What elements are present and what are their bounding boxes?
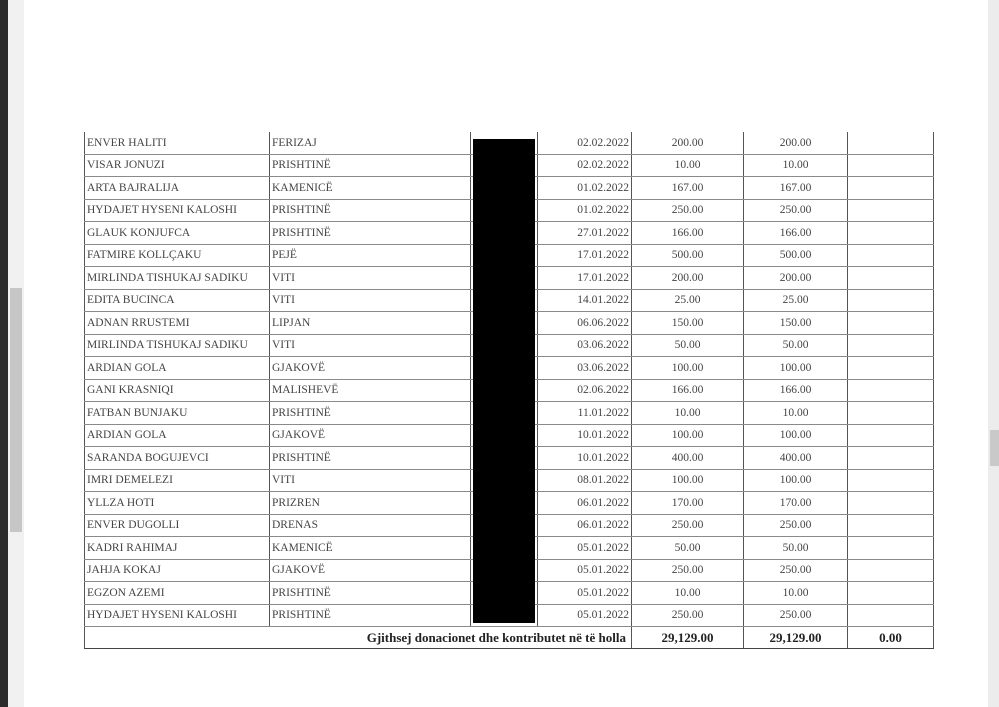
amount-cell: 25.00 <box>632 289 744 312</box>
city-cell: FERIZAJ <box>270 132 471 154</box>
amount-cell: 250.00 <box>632 604 744 627</box>
donor-name: GANI KRASNIQI <box>85 379 270 402</box>
empty-cell <box>848 379 934 402</box>
date-cell: 05.01.2022 <box>538 604 632 627</box>
date-cell: 10.01.2022 <box>538 447 632 470</box>
amount-cell: 100.00 <box>632 357 744 380</box>
empty-cell <box>848 244 934 267</box>
amount-cell: 250.00 <box>632 514 744 537</box>
date-cell: 05.01.2022 <box>538 582 632 605</box>
amount-cell: 250.00 <box>632 559 744 582</box>
donor-name: EGZON AZEMI <box>85 582 270 605</box>
empty-cell <box>848 132 934 154</box>
amount2-cell: 100.00 <box>744 424 848 447</box>
amount2-cell: 400.00 <box>744 447 848 470</box>
empty-cell <box>848 334 934 357</box>
date-cell: 02.06.2022 <box>538 379 632 402</box>
date-cell: 03.06.2022 <box>538 334 632 357</box>
amount2-cell: 10.00 <box>744 402 848 425</box>
empty-cell <box>848 447 934 470</box>
amount-cell: 100.00 <box>632 469 744 492</box>
amount2-cell: 10.00 <box>744 154 848 177</box>
date-cell: 08.01.2022 <box>538 469 632 492</box>
date-cell: 06.01.2022 <box>538 492 632 515</box>
empty-cell <box>848 424 934 447</box>
date-cell: 06.06.2022 <box>538 312 632 335</box>
amount2-cell: 200.00 <box>744 132 848 154</box>
city-cell: VITI <box>270 469 471 492</box>
amount2-cell: 250.00 <box>744 199 848 222</box>
donor-name: GLAUK KONJUFCA <box>85 222 270 245</box>
date-cell: 01.02.2022 <box>538 199 632 222</box>
amount-cell: 50.00 <box>632 537 744 560</box>
viewer-right-edge <box>988 0 999 707</box>
date-cell: 01.02.2022 <box>538 177 632 200</box>
amount2-cell: 100.00 <box>744 357 848 380</box>
amount-cell: 100.00 <box>632 424 744 447</box>
donor-name: ADNAN RRUSTEMI <box>85 312 270 335</box>
empty-cell <box>848 514 934 537</box>
amount2-cell: 50.00 <box>744 537 848 560</box>
city-cell: PRIZREN <box>270 492 471 515</box>
empty-cell <box>848 154 934 177</box>
empty-cell <box>848 402 934 425</box>
city-cell: PRISHTINË <box>270 582 471 605</box>
donor-name: JAHJA KOKAJ <box>85 559 270 582</box>
date-cell: 02.02.2022 <box>538 132 632 154</box>
donor-name: HYDAJET HYSENI KALOSHI <box>85 604 270 627</box>
empty-cell <box>848 559 934 582</box>
date-cell: 14.01.2022 <box>538 289 632 312</box>
donor-name: ARDIAN GOLA <box>85 357 270 380</box>
date-cell: 17.01.2022 <box>538 267 632 290</box>
amount2-cell: 100.00 <box>744 469 848 492</box>
amount2-cell: 170.00 <box>744 492 848 515</box>
donor-name: IMRI DEMELEZI <box>85 469 270 492</box>
amount2-cell: 200.00 <box>744 267 848 290</box>
donor-name: ARTA BAJRALIJA <box>85 177 270 200</box>
empty-cell <box>848 267 934 290</box>
total-amount-3: 0.00 <box>848 627 934 649</box>
amount-cell: 10.00 <box>632 154 744 177</box>
donor-name: YLLZA HOTI <box>85 492 270 515</box>
amount-cell: 150.00 <box>632 312 744 335</box>
donor-name: ENVER HALITI <box>85 132 270 154</box>
amount-cell: 166.00 <box>632 379 744 402</box>
donor-name: SARANDA BOGUJEVCI <box>85 447 270 470</box>
amount-cell: 166.00 <box>632 222 744 245</box>
amount2-cell: 250.00 <box>744 559 848 582</box>
city-cell: PRISHTINË <box>270 154 471 177</box>
total-amount: 29,129.00 <box>632 627 744 649</box>
city-cell: PEJË <box>270 244 471 267</box>
city-cell: VITI <box>270 267 471 290</box>
amount2-cell: 166.00 <box>744 379 848 402</box>
amount-cell: 400.00 <box>632 447 744 470</box>
city-cell: KAMENICË <box>270 177 471 200</box>
redaction-box <box>473 139 535 623</box>
city-cell: PRISHTINË <box>270 199 471 222</box>
date-cell: 06.01.2022 <box>538 514 632 537</box>
empty-cell <box>848 199 934 222</box>
date-cell: 02.02.2022 <box>538 154 632 177</box>
amount-cell: 500.00 <box>632 244 744 267</box>
city-cell: VITI <box>270 334 471 357</box>
amount2-cell: 25.00 <box>744 289 848 312</box>
city-cell: GJAKOVË <box>270 559 471 582</box>
amount-cell: 200.00 <box>632 267 744 290</box>
viewer-left-edge <box>0 0 8 707</box>
city-cell: VITI <box>270 289 471 312</box>
amount2-cell: 166.00 <box>744 222 848 245</box>
donor-name: EDITA BUCINCA <box>85 289 270 312</box>
empty-cell <box>848 469 934 492</box>
city-cell: MALISHEVË <box>270 379 471 402</box>
empty-cell <box>848 177 934 200</box>
amount-cell: 10.00 <box>632 582 744 605</box>
empty-cell <box>848 222 934 245</box>
amount-cell: 50.00 <box>632 334 744 357</box>
amount2-cell: 50.00 <box>744 334 848 357</box>
amount2-cell: 250.00 <box>744 604 848 627</box>
city-cell: GJAKOVË <box>270 357 471 380</box>
donor-name: FATMIRE KOLLÇAKU <box>85 244 270 267</box>
total-amount-2: 29,129.00 <box>744 627 848 649</box>
amount2-cell: 167.00 <box>744 177 848 200</box>
amount-cell: 10.00 <box>632 402 744 425</box>
amount-cell: 250.00 <box>632 199 744 222</box>
donor-name: MIRLINDA TISHUKAJ SADIKU <box>85 334 270 357</box>
empty-cell <box>848 604 934 627</box>
empty-cell <box>848 537 934 560</box>
donor-name: VISAR JONUZI <box>85 154 270 177</box>
amount2-cell: 150.00 <box>744 312 848 335</box>
donor-name: ENVER DUGOLLI <box>85 514 270 537</box>
city-cell: PRISHTINË <box>270 402 471 425</box>
date-cell: 05.01.2022 <box>538 537 632 560</box>
city-cell: GJAKOVË <box>270 424 471 447</box>
date-cell: 03.06.2022 <box>538 357 632 380</box>
date-cell: 05.01.2022 <box>538 559 632 582</box>
empty-cell <box>848 312 934 335</box>
amount2-cell: 10.00 <box>744 582 848 605</box>
amount-cell: 200.00 <box>632 132 744 154</box>
donor-name: HYDAJET HYSENI KALOSHI <box>85 199 270 222</box>
total-label: Gjithsej donacionet dhe kontributet në të holla <box>85 627 632 649</box>
left-scrollbar[interactable] <box>10 288 22 532</box>
empty-cell <box>848 582 934 605</box>
empty-cell <box>848 357 934 380</box>
amount2-cell: 500.00 <box>744 244 848 267</box>
empty-cell <box>848 492 934 515</box>
city-cell: KAMENICË <box>270 537 471 560</box>
city-cell: DRENAS <box>270 514 471 537</box>
date-cell: 27.01.2022 <box>538 222 632 245</box>
city-cell: PRISHTINË <box>270 222 471 245</box>
date-cell: 17.01.2022 <box>538 244 632 267</box>
amount-cell: 167.00 <box>632 177 744 200</box>
donor-name: ARDIAN GOLA <box>85 424 270 447</box>
donor-name: MIRLINDA TISHUKAJ SADIKU <box>85 267 270 290</box>
city-cell: PRISHTINË <box>270 447 471 470</box>
city-cell: PRISHTINË <box>270 604 471 627</box>
donor-name: FATBAN BUNJAKU <box>85 402 270 425</box>
date-cell: 10.01.2022 <box>538 424 632 447</box>
amount2-cell: 250.00 <box>744 514 848 537</box>
amount-cell: 170.00 <box>632 492 744 515</box>
date-cell: 11.01.2022 <box>538 402 632 425</box>
city-cell: LIPJAN <box>270 312 471 335</box>
donor-name: KADRI RAHIMAJ <box>85 537 270 560</box>
total-row <box>85 627 934 649</box>
right-scrollbar-thumb[interactable] <box>990 430 999 466</box>
empty-cell <box>848 289 934 312</box>
